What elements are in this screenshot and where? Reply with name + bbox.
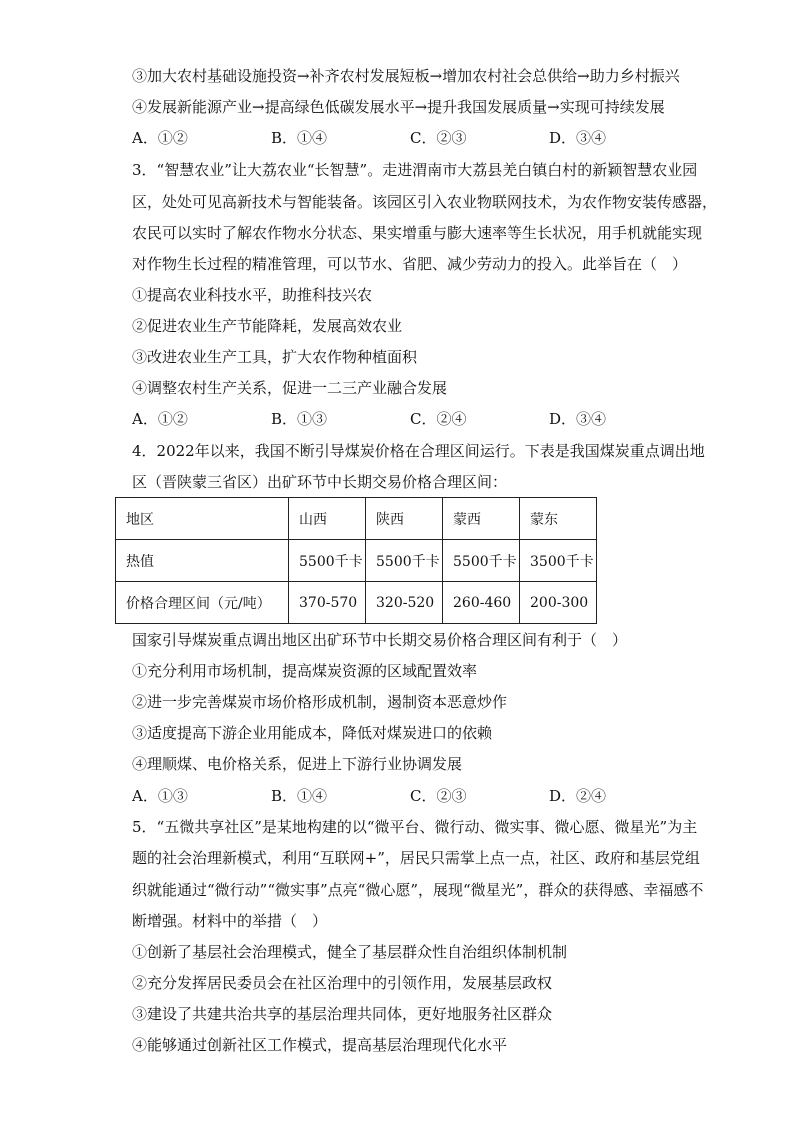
table-row — [116, 582, 597, 624]
q5-statement-3: ③建设了共建共治共享的基层治理共同体，更好地服务社区群众 — [132, 1005, 553, 1023]
table-cell: 200-300 — [520, 582, 597, 624]
q4-statement-3: ③适度提高下游企业用能成本，降低对煤炭进口的依赖 — [132, 724, 493, 742]
q5-statement-2: ②充分发挥居民委员会在社区治理中的引领作用，发展基层政权 — [132, 974, 553, 992]
q3-statement-2: ②促进农业生产节能降耗，发展高效农业 — [132, 317, 403, 335]
q3-stem-line: 3．“智慧农业”让大荔农业“长智慧”。走进渭南市大荔县羌白镇白村的新颖智慧农业园 — [132, 161, 698, 179]
choice-c: C．②③ — [410, 129, 467, 147]
q2-statement-4: ④发展新能源产业→提高绿色低碳发展水平→提升我国发展质量→实现可持续发展 — [132, 98, 665, 116]
choice-d: D．③④ — [549, 129, 607, 147]
q4-stem-line: 区（晋陕蒙三省区）出矿环节中长期交易价格合理区间： — [132, 473, 508, 491]
choice-b: B．①④ — [271, 129, 328, 147]
table-cell: 热值 — [116, 540, 289, 582]
choice-b: B．①③ — [271, 410, 328, 428]
q4-stem-line: 国家引导煤炭重点调出地区出矿环节中长期交易价格合理区间有利于（ ） — [132, 631, 628, 649]
choice-a: A．①② — [132, 410, 188, 428]
table-cell: 3500千卡 — [520, 540, 597, 582]
choice-b: B．①④ — [271, 787, 328, 805]
q3-statement-1: ①提高农业科技水平，助推科技兴农 — [132, 286, 373, 304]
table-cell: 蒙西 — [443, 498, 520, 540]
q2-statement-3: ③加大农村基础设施投资→补齐农村发展短板→增加农村社会总供给→助力乡村振兴 — [132, 67, 680, 85]
table-cell: 5500千卡 — [443, 540, 520, 582]
table-cell: 260-460 — [443, 582, 520, 624]
choice-d: D．②④ — [549, 787, 607, 805]
table-cell: 5500千卡 — [366, 540, 443, 582]
table-cell: 蒙东 — [520, 498, 597, 540]
table-row — [116, 540, 597, 582]
choice-c: C．②③ — [410, 787, 467, 805]
table-cell: 陕西 — [366, 498, 443, 540]
table-cell: 价格合理区间（元/吨） — [116, 582, 289, 624]
choice-c: C．②④ — [410, 410, 467, 428]
table-cell: 地区 — [116, 498, 289, 540]
q5-statement-4: ④能够通过创新社区工作模式，提高基层治理现代化水平 — [132, 1036, 508, 1054]
table-cell: 5500千卡 — [289, 540, 366, 582]
choice-d: D．③④ — [549, 410, 607, 428]
table-cell: 320-520 — [366, 582, 443, 624]
q5-statement-1: ①创新了基层社会治理模式，健全了基层群众性自治组织体制机制 — [132, 943, 568, 961]
q3-statement-3: ③改进农业生产工具，扩大农作物种植面积 — [132, 348, 418, 366]
q4-stem-line: 4．2022年以来，我国不断引导煤炭价格在合理区间运行。下表是我国煤炭重点调出地 — [132, 442, 705, 460]
q3-statement-4: ④调整农村生产关系，促进一二三产业融合发展 — [132, 379, 448, 397]
coal-price-table — [115, 497, 597, 624]
q5-stem-line: 断增强。材料中的举措（ ） — [132, 912, 328, 930]
choice-a: A．①③ — [132, 787, 188, 805]
table-cell: 山西 — [289, 498, 366, 540]
q3-stem-line: 区，处处可见高新技术与智能装备。该园区引入农业物联网技术，为农作物安装传感器， — [132, 193, 718, 211]
q5-stem-line: 织就能通过“微行动”“微实事”点亮“微心愿”，展现“微星光”，群众的获得感、幸福感不 — [132, 881, 704, 899]
q4-statement-1: ①充分利用市场机制，提高煤炭资源的区域配置效率 — [132, 662, 478, 680]
q5-stem-line: 题的社会治理新模式，利用“互联网+”，居民只需掌上点一点，社区、政府和基层党组 — [132, 849, 700, 867]
q4-statement-4: ④理顺煤、电价格关系，促进上下游行业协调发展 — [132, 755, 463, 773]
table-cell: 370-570 — [289, 582, 366, 624]
q5-stem-line: 5．“五微共享社区”是某地构建的以“微平台、微行动、微实事、微心愿、微星光”为主 — [132, 818, 698, 836]
q3-stem-line: 农民可以实时了解农作物水分状态、果实增重与膨大速率等生长状况，用手机就能实现 — [132, 224, 703, 242]
q4-statement-2: ②进一步完善煤炭市场价格形成机制，遏制资本恶意炒作 — [132, 693, 508, 711]
choice-a: A．①② — [132, 129, 188, 147]
q3-stem-line: 对作物生长过程的精准管理，可以节水、省肥、减少劳动力的投入。此举旨在（ ） — [132, 255, 688, 273]
table-row — [116, 498, 597, 540]
